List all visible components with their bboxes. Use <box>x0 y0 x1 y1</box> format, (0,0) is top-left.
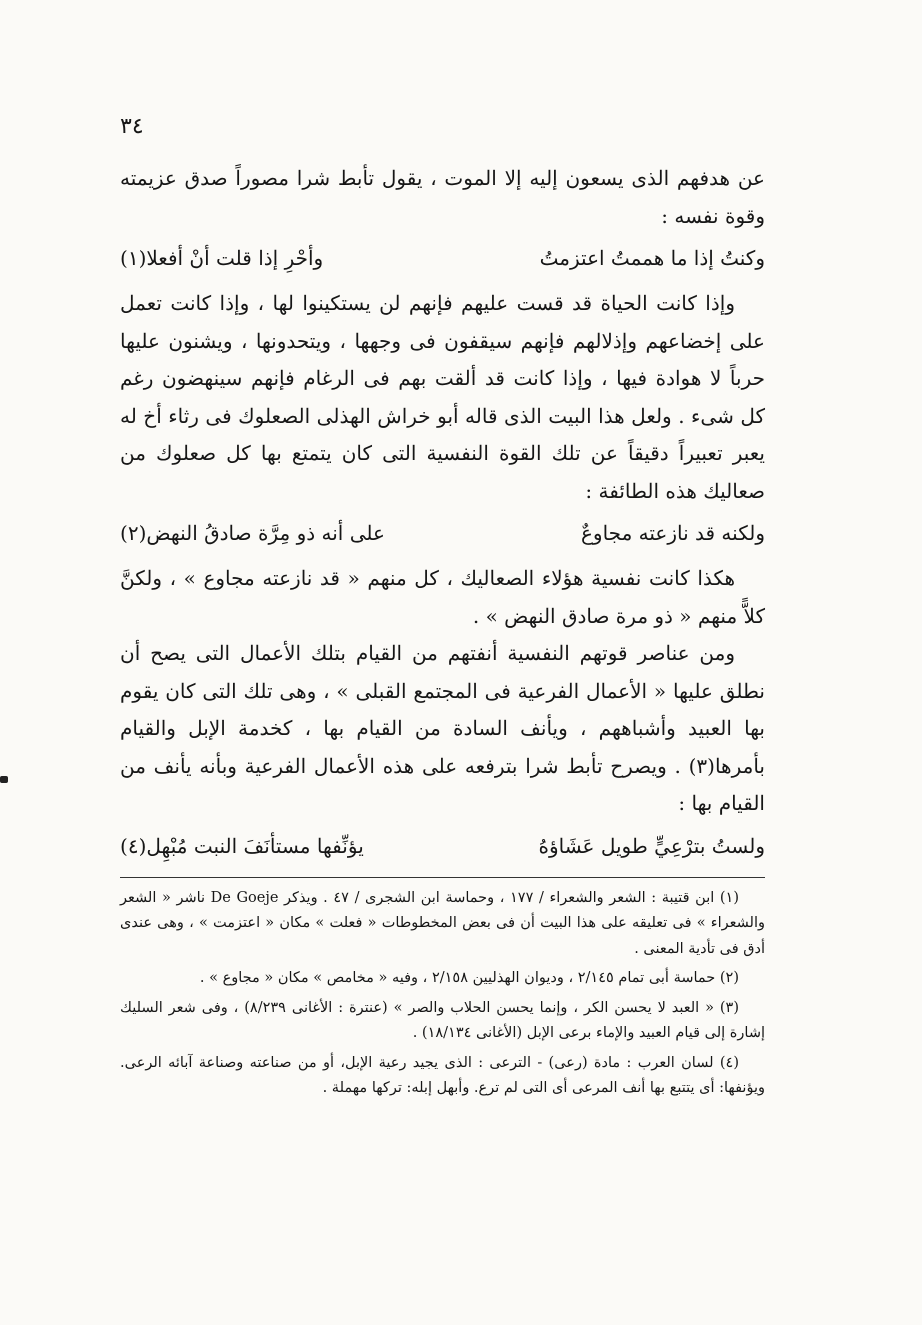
page-number: ٣٤ <box>120 114 144 139</box>
footnote-2: (٢) حماسة أبى تمام ٢/١٤٥ ، وديوان الهذليين ٢/١٥٨ ، وفيه « مخامص » مكان « مجاوع » . <box>199 970 739 986</box>
main-text <box>120 160 765 867</box>
verse-1 <box>120 237 765 279</box>
scan-edge-mark <box>0 776 8 783</box>
book-page <box>120 100 765 1106</box>
footnote-4: (٤) لسان العرب : مادة (رعى) - الترعى : الذى يجيد رعية الإبل، أو من صناعته وصناعة آبائه الرعى. ويؤنفها: أى يتتبع بها أنف المرعى أى التى لم ترع. وأبهل إبله: تركها مهملة . <box>120 1054 765 1096</box>
verse-3-first-hemistich: ولستُ بترْعِيٍّ طويل عَشَاؤهُ <box>538 833 765 858</box>
paragraph-3: هكذا كانت نفسية هؤلاء الصعاليك ، كل منهم « قد نازعته مجاوع » ، ولكنَّ كلاًّ منهم « ذو مرة صادق النهض » . <box>120 566 765 628</box>
footnote-1: (١) ابن قتيبة : الشعر والشعراء / ١٧٧ ، وحماسة ابن الشجرى / ٤٧ . ويذكر De Goeje ناشر « الشعر والشعراء » فى تعليقه على هذا البيت أن فى بعض المخطوطات « فعلت » مكان « اعتزمت » ، وهى عندى أدق فى تأدية المعنى . <box>120 889 765 957</box>
paragraph-1: عن هدفهم الذى يسعون إليه إلا الموت ، يقول تأبط شرا مصوراً صدق عزيمته وقوة نفسه : <box>120 166 765 228</box>
footnote-3: (٣) « العبد لا يحسن الكر ، وإنما يحسن الحلاب والصر » (عنترة : الأغانى ٨/٢٣٩) ، وفى شعر السليك إشارة إلى قيام العبيد والإماء برعى الإبل (الأغانى ١٨/١٣٤) . <box>120 999 765 1041</box>
footnote-divider <box>120 877 765 878</box>
verse-1-second-hemistich: وأحْرِ إذا قلت أنْ أفعلا(١) <box>120 246 324 270</box>
verse-3 <box>120 825 765 867</box>
paragraph-2: وإذا كانت الحياة قد قست عليهم فإنهم لن يستكينوا لها ، وإذا كانت تعمل على إخضاعهم وإذلالهم فإنهم سيقفون فى وجهها ، ويتحدونها ، ويشنون عليها حرباً لا هوادة فيها ، وإذا كانت قد ألقت بهم فى الرغام فإنهم سينهضون رغم كل شىء . ولعل هذا البيت الذى قاله أبو خراش الهذلى الصعلوك فى رثاء أخ له يعبر تعبيراً دقيقاً عن تلك القوة النفسية التى كان يتمتع بها كل صعلوك من صعاليك هذه الطائفة : <box>120 291 765 503</box>
verse-2-first-hemistich: ولكنه قد نازعته مجاوعٌ <box>580 521 765 545</box>
verse-3-second-hemistich: يؤنِّفها مستأنَفَ النبت مُبْهِل(٤) <box>120 833 364 858</box>
verse-2 <box>120 512 765 554</box>
paragraph-4: ومن عناصر قوتهم النفسية أنفتهم من القيام بتلك الأعمال التى يصح أن نطلق عليها « الأعمال الفرعية فى المجتمع القبلى » ، وهى تلك التى كان يقوم بها العبيد وأشباههم ، ويأنف السادة من القيام بها ، كخدمة الإبل والقيام بأمرها(٣) . ويصرح تأبط شرا بترفعه على هذه الأعمال الفرعية وبأنه يأنف من القيام بها : <box>120 641 765 815</box>
verse-2-second-hemistich: على أنه ذو مِرَّة صادقُ النهض(٢) <box>120 521 385 545</box>
verse-1-first-hemistich: وكنتُ إذا ما هممتُ اعتزمتُ <box>539 246 765 270</box>
footnotes <box>120 886 765 1102</box>
